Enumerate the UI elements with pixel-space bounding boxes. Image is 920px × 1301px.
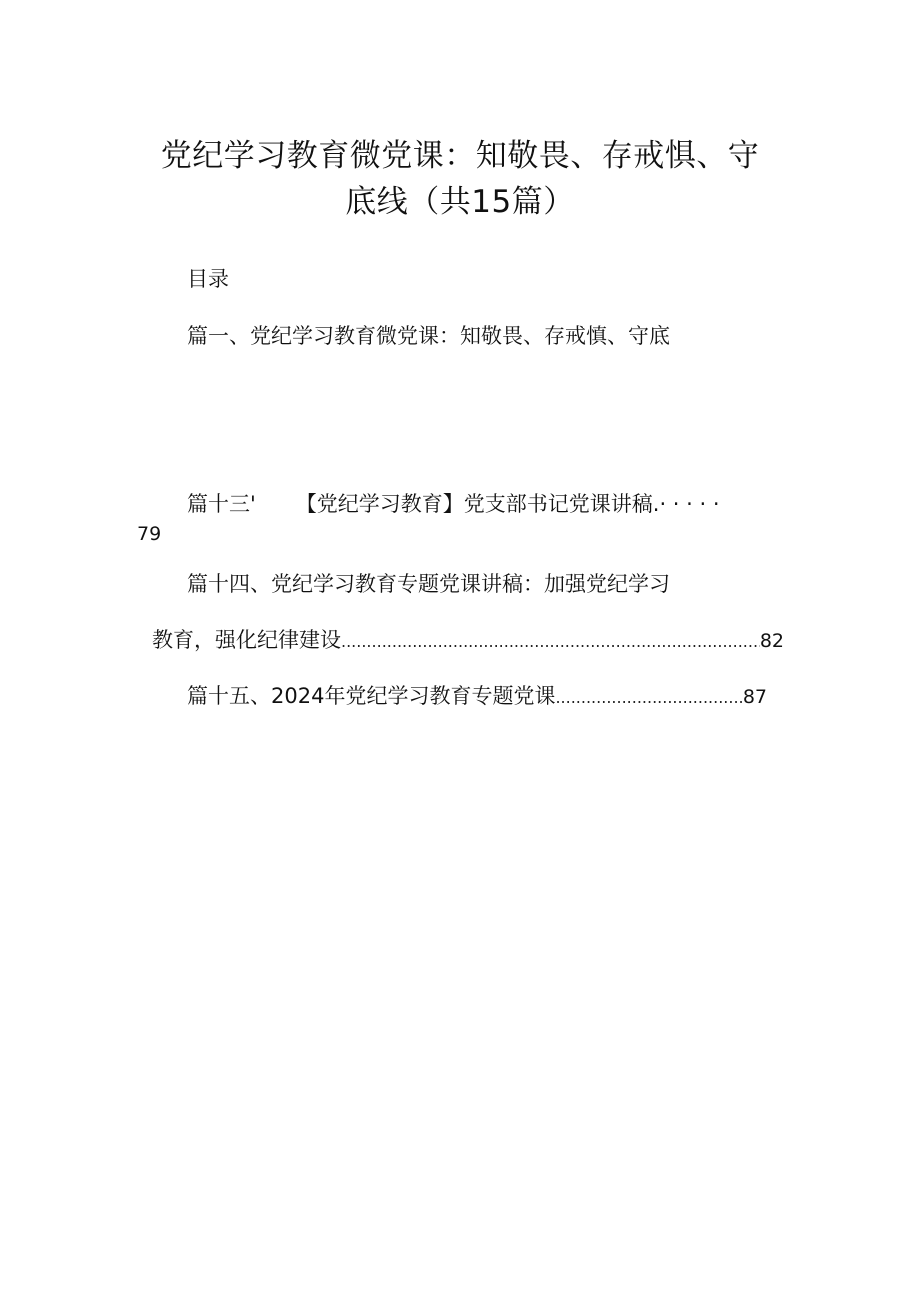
document-title-line-2: 底线（共15篇） bbox=[345, 184, 575, 220]
toc-heading: 目录 bbox=[187, 267, 229, 291]
toc-leader-dots bbox=[341, 627, 760, 657]
toc-entry-14-text: 教育，强化纪律建设 bbox=[152, 628, 341, 652]
toc-entry-14-page: 82 bbox=[759, 630, 784, 652]
toc-entry-13 bbox=[187, 489, 720, 519]
toc-entry-14-line-2 bbox=[152, 625, 784, 657]
toc-leader-dots bbox=[555, 683, 742, 713]
toc-entry-13-text: 【党纪学习教育】党支部书记党课讲稿.· · · · · bbox=[295, 492, 720, 516]
toc-entry-15 bbox=[187, 681, 767, 713]
toc-entry-1: 篇一、党纪学习教育微党课：知敬畏、存戒慎、守底 bbox=[187, 324, 670, 348]
document-title-line-1: 党纪学习教育微党课：知敬畏、存戒惧、守 bbox=[160, 138, 760, 174]
toc-entry-15-text: 篇十五、2024年党纪学习教育专题党课 bbox=[187, 684, 556, 708]
toc-entry-13-prefix: 篇十三' bbox=[187, 492, 256, 516]
toc-entry-14-line-1: 篇十四、党纪学习教育专题党课讲稿：加强党纪学习 bbox=[187, 572, 670, 596]
toc-entry-13-page: 79 bbox=[137, 523, 162, 545]
toc-entry-15-page: 87 bbox=[742, 686, 767, 708]
